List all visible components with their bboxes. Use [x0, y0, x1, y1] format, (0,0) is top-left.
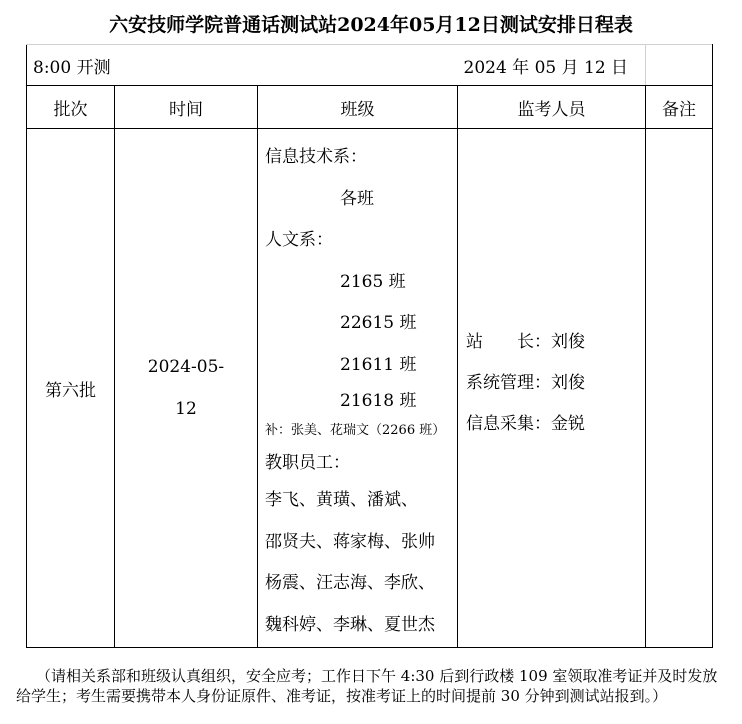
header-classes: 班级: [258, 86, 458, 129]
dept-info-tech-class: 各班: [340, 188, 374, 209]
test-date-text: 2024 年 05 月 12 日: [458, 45, 646, 86]
header-row: [27, 86, 713, 129]
note-line-1: （请相关系部和班级认真组织，安全应考；工作日下午 4:30 后到行政楼 109 室领取准考证并及时发放: [36, 667, 718, 685]
header-time: 时间: [115, 86, 258, 129]
staff-line: 邵贤夫、蒋家梅、张帅: [265, 531, 435, 552]
class-item: 2165 班: [340, 271, 406, 292]
batch-cell: 第六批: [27, 129, 115, 648]
schedule-table: [26, 44, 713, 648]
staff-line: 魏科婷、李琳、夏世杰: [265, 614, 435, 635]
proctor-info-collection: 信息采集：金锐: [466, 414, 585, 434]
proctor-system-admin: 系统管理：刘俊: [466, 373, 585, 393]
class-item: 22615 班: [340, 313, 417, 333]
info-row: [27, 45, 713, 86]
staff-label: 教职员工：: [265, 453, 350, 473]
class-item: 21611 班: [340, 354, 417, 375]
time-cell: [115, 129, 258, 648]
schedule-row: [27, 129, 713, 648]
start-time-text: 8:00 开测: [27, 45, 458, 86]
instructions-note: [16, 666, 736, 706]
note-line-2: 给学生；考生需要携带本人身份证原件、准考证，按准考证上的时间提前 30 分钟到测试站报到。）: [16, 687, 668, 705]
dept-humanities: 人文系：: [265, 230, 333, 250]
proctors-cell: [458, 129, 646, 648]
remarks-cell: [646, 129, 713, 648]
staff-line: 杨震、汪志海、李欣、: [265, 573, 435, 593]
page-title: 六安技师学院普通话测试站2024年05月12日测试安排日程表: [109, 14, 633, 36]
time-line-2: 12: [175, 399, 197, 419]
staff-line: 李飞、黄璜、潘斌、: [265, 490, 418, 510]
header-batch: 批次: [27, 86, 115, 129]
classes-cell: [258, 129, 458, 648]
header-remarks: 备注: [646, 86, 713, 129]
class-item: 21618 班: [340, 391, 417, 411]
supplement-note: 补：张美、花瑞文（2266 班）: [265, 423, 446, 438]
info-row-empty: [646, 45, 713, 86]
proctor-station-head: 站 长：刘俊: [466, 332, 585, 352]
time-line-1: 2024-05-: [147, 357, 225, 377]
dept-info-tech: 信息技术系：: [265, 147, 367, 167]
header-proctors: 监考人员: [458, 86, 646, 129]
